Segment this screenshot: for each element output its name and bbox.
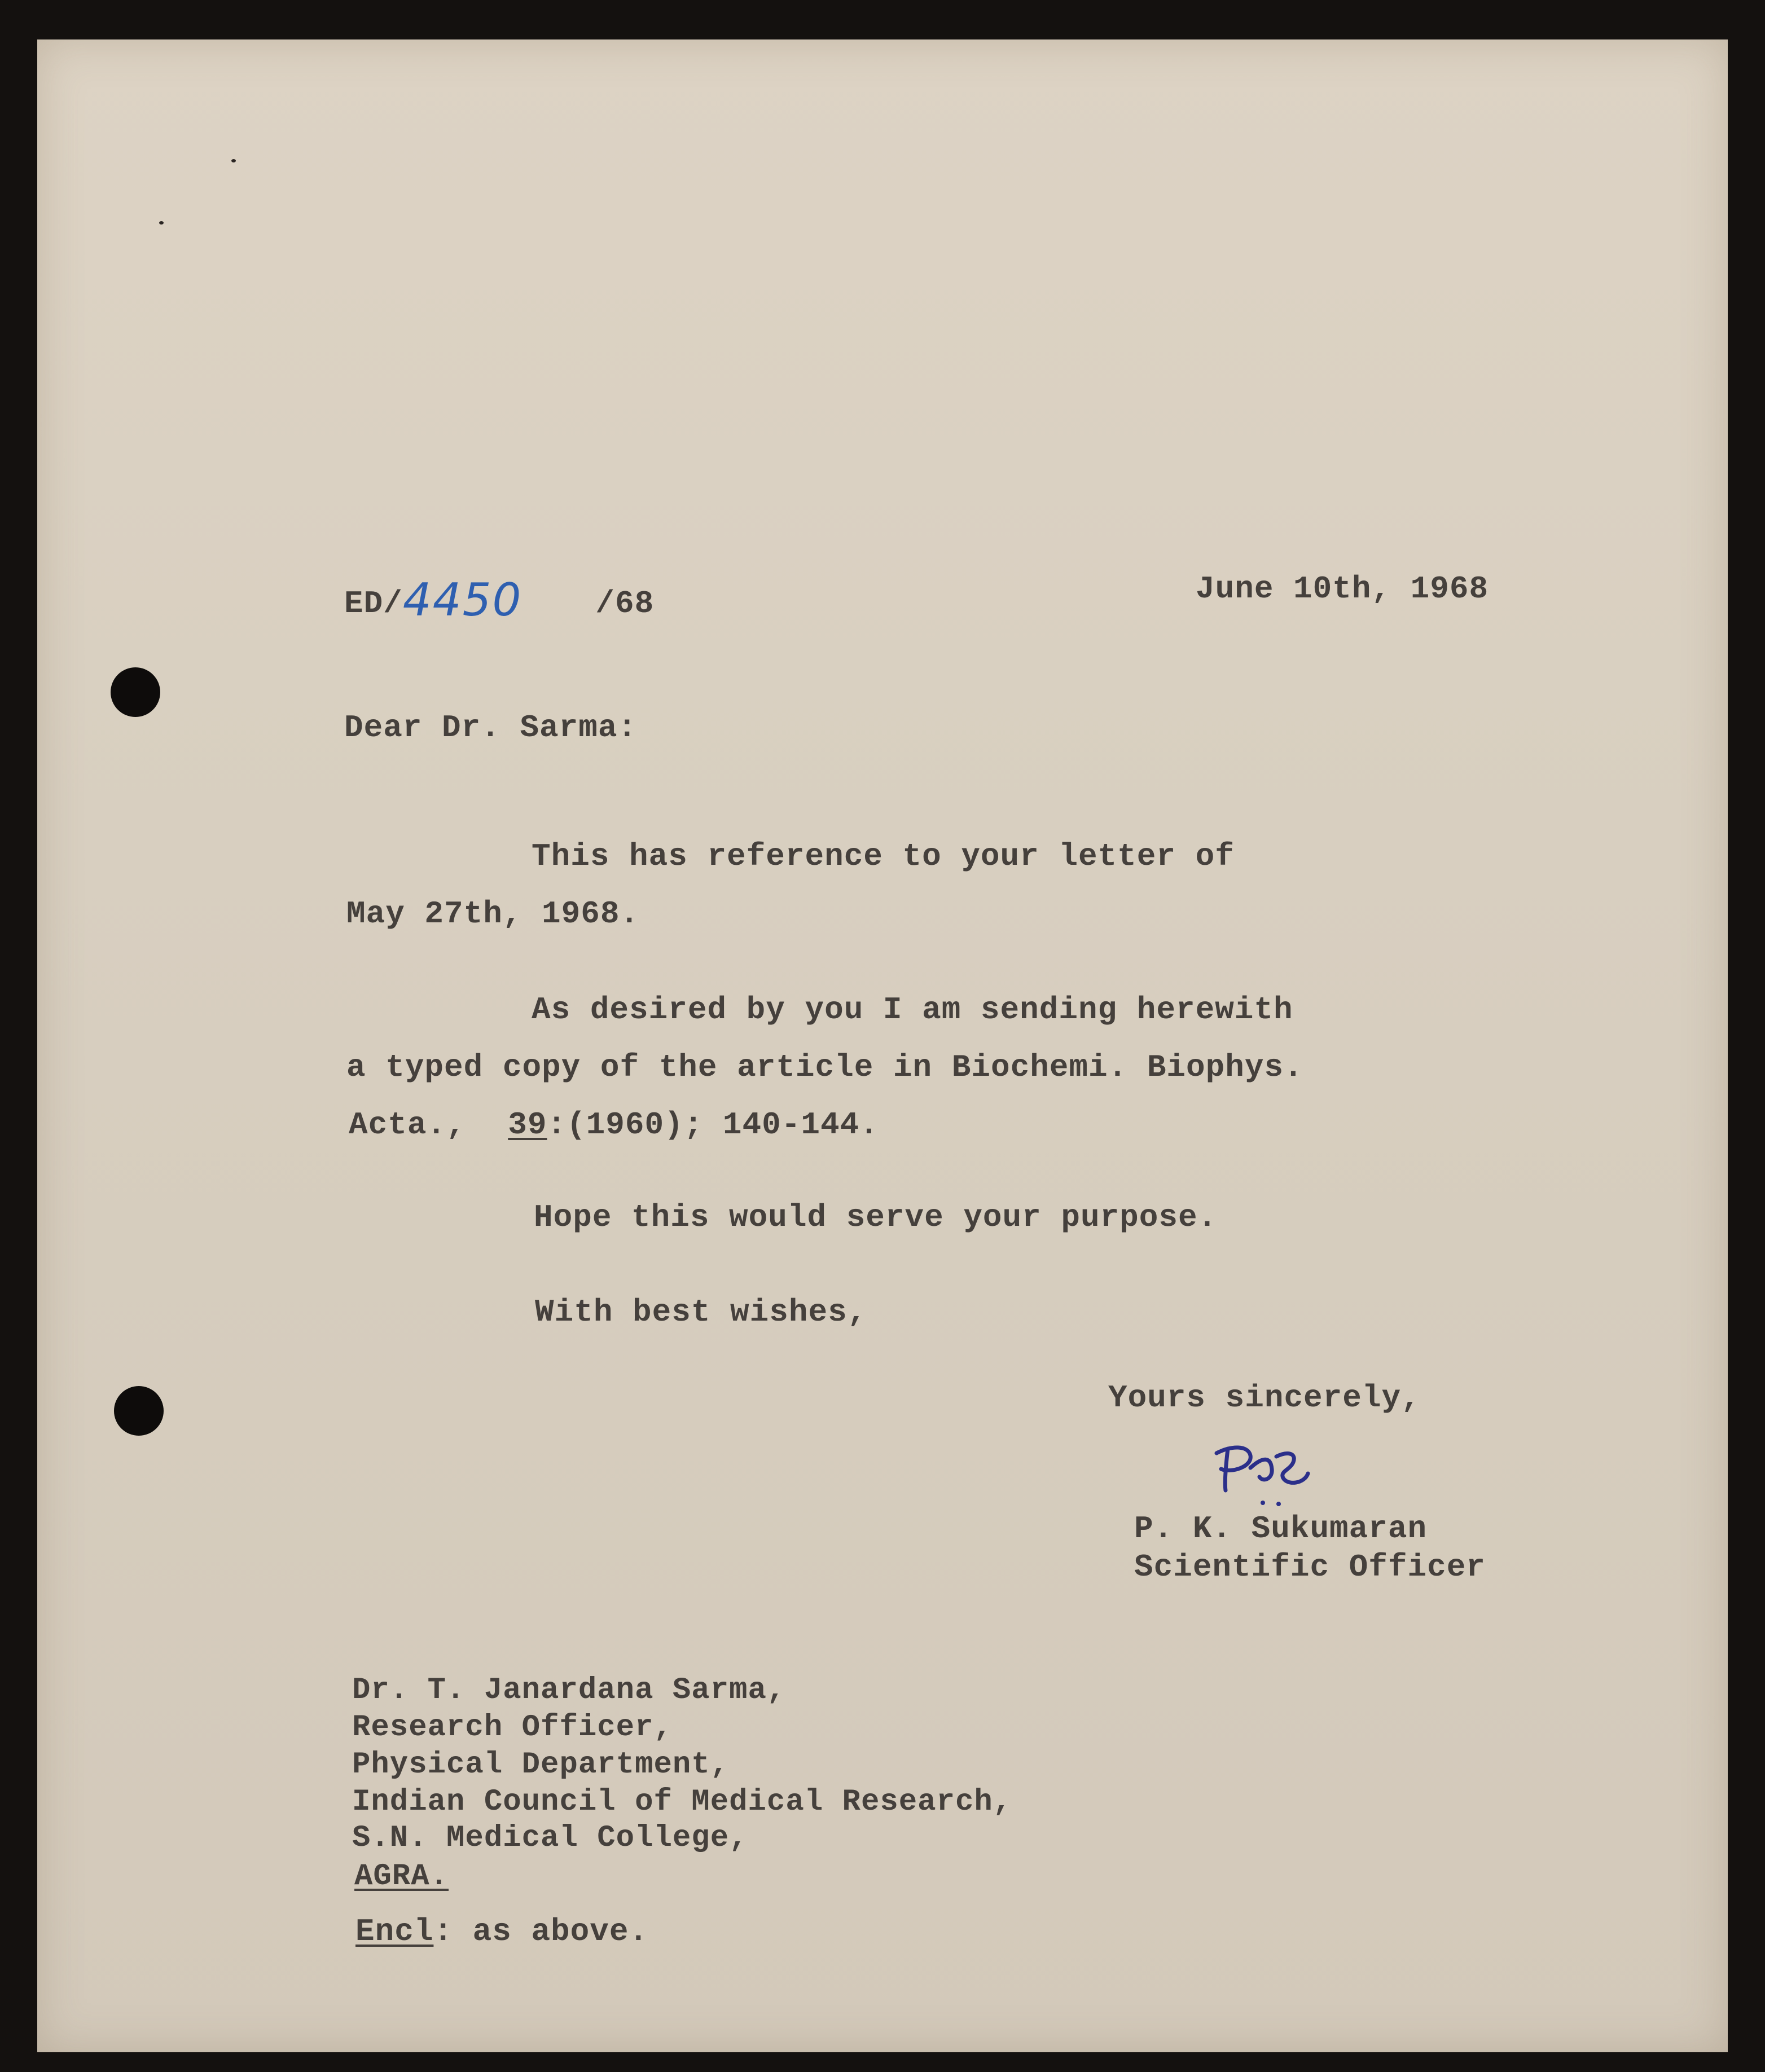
reference-prefix: ED/ (344, 586, 403, 622)
journal-abbrev: Acta., (349, 1107, 466, 1143)
recipient-line-4: Indian Council of Medical Research, (352, 1785, 1012, 1819)
enclosure-label: Encl (355, 1913, 434, 1950)
recipient-line-3: Physical Department, (352, 1748, 730, 1782)
salutation: Dear Dr. Sarma: (344, 710, 638, 746)
enclosure-note (355, 1913, 649, 1950)
letter-page (37, 39, 1728, 2052)
reference-number (344, 574, 655, 626)
body-paragraph-1-line-1: This has reference to your letter of (532, 838, 1235, 874)
recipient-city: AGRA. (354, 1859, 449, 1894)
reference-handwritten-number: 4450 (402, 574, 523, 626)
body-paragraph-3: Hope this would serve your purpose. (534, 1199, 1218, 1235)
paper-speck (231, 159, 236, 162)
journal-pages: :(1960); 140-144. (547, 1107, 879, 1143)
body-paragraph-4: With best wishes, (535, 1294, 867, 1330)
recipient-line-1: Dr. T. Janardana Sarma, (352, 1673, 786, 1708)
closing: Yours sincerely, (1108, 1380, 1421, 1416)
enclosure-text: : as above. (433, 1913, 649, 1950)
letter-date: June 10th, 1968 (1196, 571, 1489, 607)
body-paragraph-2-line-3 (349, 1109, 879, 1141)
journal-volume: 39 (508, 1107, 547, 1143)
recipient-line-5: S.N. Medical College, (352, 1821, 748, 1855)
punch-hole-top (111, 667, 160, 717)
signatory-title: Scientific Officer (1134, 1549, 1486, 1585)
recipient-line-2: Research Officer, (352, 1710, 673, 1745)
body-paragraph-1-line-2: May 27th, 1968. (346, 896, 640, 932)
reference-suffix: /68 (595, 586, 655, 622)
body-paragraph-2-line-2: a typed copy of the article in Biochemi. Biophys. (346, 1049, 1303, 1085)
paper-speck (159, 221, 164, 225)
body-paragraph-2-line-1: As desired by you I am sending herewith (532, 992, 1293, 1028)
punch-hole-bottom (114, 1386, 164, 1436)
handwritten-signature (1209, 1434, 1344, 1513)
signatory-name: P. K. Sukumaran (1134, 1511, 1428, 1547)
